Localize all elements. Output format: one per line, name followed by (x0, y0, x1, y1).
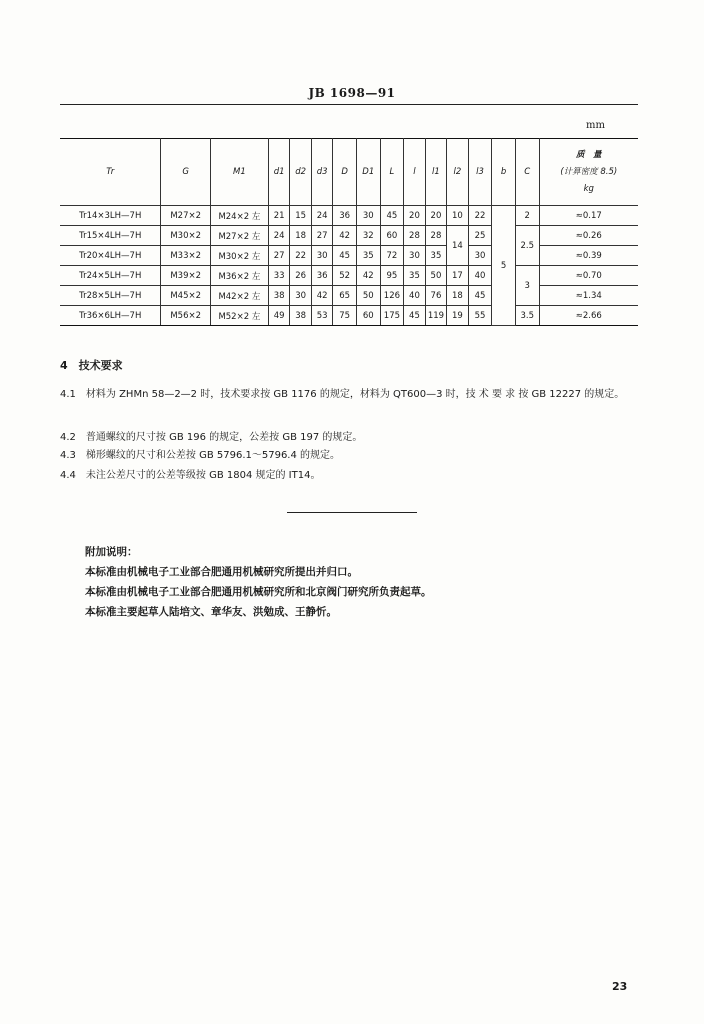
cell: 35 (425, 246, 446, 266)
col-header: d3 (311, 139, 332, 206)
cell: 22 (290, 246, 311, 266)
col-header: L (380, 139, 404, 206)
cell: M42×2 左 (210, 286, 268, 306)
cell: 40 (468, 266, 492, 286)
cell: 55 (468, 306, 492, 326)
cell: 27 (311, 226, 332, 246)
cell-mass: ≈0.26 (539, 226, 638, 246)
cell: 30 (468, 246, 492, 266)
cell: 60 (380, 226, 404, 246)
cell: 30 (311, 246, 332, 266)
cell: 53 (311, 306, 332, 326)
cell-b-merged: 5 (492, 206, 516, 326)
cell: 28 (404, 226, 425, 246)
cell: M27×2 (161, 206, 210, 226)
cell: Tr14×3LH—7H (60, 206, 161, 226)
cell: 38 (290, 306, 311, 326)
cell-mass: ≈0.70 (539, 266, 638, 286)
cell: 21 (268, 206, 289, 226)
mass-header-title: 质 量 (576, 149, 602, 160)
mass-header (539, 139, 638, 206)
cell: 76 (425, 286, 446, 306)
cell: 26 (290, 266, 311, 286)
col-header: Tr (60, 139, 161, 206)
col-header: G (161, 139, 210, 206)
notes-title: 附加说明： (85, 546, 138, 558)
cell: 24 (268, 226, 289, 246)
cell: M45×2 (161, 286, 210, 306)
cell-l2-merged: 14 (447, 226, 468, 266)
cell: M56×2 (161, 306, 210, 326)
cell-c-merged: 3 (515, 266, 539, 306)
cell: 20 (404, 206, 425, 226)
cell: 22 (468, 206, 492, 226)
cell: M24×2 左 (210, 206, 268, 226)
cell: Tr28×5LH—7H (60, 286, 161, 306)
col-header: M1 (210, 139, 268, 206)
mass-header-density: (计算密度 8.5) (560, 166, 618, 177)
cell: 3.5 (515, 306, 539, 326)
dimension-table (60, 138, 638, 326)
cell: 75 (333, 306, 357, 326)
cell: Tr15×4LH—7H (60, 226, 161, 246)
table-row (60, 226, 638, 246)
cell: 50 (356, 286, 380, 306)
cell: 30 (290, 286, 311, 306)
cell: 15 (290, 206, 311, 226)
col-header: d1 (268, 139, 289, 206)
document-header: JB 1698—91 (308, 86, 396, 100)
cell: 95 (380, 266, 404, 286)
cell: 42 (356, 266, 380, 286)
cell: 45 (380, 206, 404, 226)
cell: 42 (311, 286, 332, 306)
cell: 60 (356, 306, 380, 326)
col-header: b (492, 139, 516, 206)
col-header: l3 (468, 139, 492, 206)
col-header: l1 (425, 139, 446, 206)
cell-c-merged: 2.5 (515, 226, 539, 266)
cell: 126 (380, 286, 404, 306)
table-row (60, 306, 638, 326)
cell-mass: ≈2.66 (539, 306, 638, 326)
paragraph-4-3: 4.3 梯形螺纹的尺寸和公差按 GB 5796.1～5796.4 的规定。 (60, 450, 341, 461)
cell: M30×2 (161, 226, 210, 246)
cell: 18 (447, 286, 468, 306)
col-header: d2 (290, 139, 311, 206)
cell: 38 (268, 286, 289, 306)
cell: 19 (447, 306, 468, 326)
section-title: 4 技术要求 (60, 359, 123, 372)
cell: 10 (447, 206, 468, 226)
cell: M33×2 (161, 246, 210, 266)
cell: 2 (515, 206, 539, 226)
cell: 30 (356, 206, 380, 226)
col-header: D (333, 139, 357, 206)
cell: 42 (333, 226, 357, 246)
cell: 45 (468, 286, 492, 306)
table-row (60, 206, 638, 226)
cell: 27 (268, 246, 289, 266)
cell: 119 (425, 306, 446, 326)
paragraph-4-1: 4.1 材料为 ZHMn 58—2—2 时，技术要求按 GB 1176 的规定，材料为 QT600—3 时，技 术 要 求 按 GB 12227 的规定。 (60, 389, 625, 400)
cell: 32 (356, 226, 380, 246)
cell: 17 (447, 266, 468, 286)
cell: 24 (311, 206, 332, 226)
cell: 52 (333, 266, 357, 286)
cell: 35 (404, 266, 425, 286)
cell: 175 (380, 306, 404, 326)
cell: 49 (268, 306, 289, 326)
unit-label: mm (586, 120, 605, 131)
header-rule (60, 104, 638, 105)
cell-mass: ≈0.17 (539, 206, 638, 226)
paragraph-4-2: 4.2 普通螺纹的尺寸按 GB 196 的规定，公差按 GB 197 的规定。 (60, 432, 363, 443)
mass-header-unit: kg (583, 183, 594, 194)
cell: 45 (333, 246, 357, 266)
table-row (60, 266, 638, 286)
cell: 50 (425, 266, 446, 286)
notes-line: 本标准主要起草人陆培文、章华友、洪勉成、王静忻。 (85, 606, 337, 618)
page-number: 23 (612, 980, 628, 993)
cell: Tr20×4LH—7H (60, 246, 161, 266)
cell-mass: ≈0.39 (539, 246, 638, 266)
table-row (60, 286, 638, 306)
cell: M27×2 左 (210, 226, 268, 246)
cell: 40 (404, 286, 425, 306)
cell: M30×2 左 (210, 246, 268, 266)
table-header-row (60, 139, 638, 206)
cell: 30 (404, 246, 425, 266)
section-divider (287, 512, 417, 513)
cell: 36 (311, 266, 332, 286)
cell: M36×2 左 (210, 266, 268, 286)
col-header: l (404, 139, 425, 206)
cell: 33 (268, 266, 289, 286)
paragraph-4-4: 4.4 未注公差尺寸的公差等级按 GB 1804 规定的 IT14。 (60, 470, 321, 481)
cell: M39×2 (161, 266, 210, 286)
cell: 72 (380, 246, 404, 266)
col-header: l2 (447, 139, 468, 206)
notes-line: 本标准由机械电子工业部合肥通用机械研究所和北京阀门研究所负责起草。 (85, 586, 432, 598)
cell: 65 (333, 286, 357, 306)
cell-mass: ≈1.34 (539, 286, 638, 306)
cell: M52×2 左 (210, 306, 268, 326)
notes-line: 本标准由机械电子工业部合肥通用机械研究所提出并归口。 (85, 566, 358, 578)
cell: 18 (290, 226, 311, 246)
cell: 45 (404, 306, 425, 326)
cell: 28 (425, 226, 446, 246)
cell: 20 (425, 206, 446, 226)
cell: 35 (356, 246, 380, 266)
cell: 36 (333, 206, 357, 226)
cell: Tr36×6LH—7H (60, 306, 161, 326)
col-header: C (515, 139, 539, 206)
col-header: D1 (356, 139, 380, 206)
table-row (60, 246, 638, 266)
cell: Tr24×5LH—7H (60, 266, 161, 286)
cell: 25 (468, 226, 492, 246)
